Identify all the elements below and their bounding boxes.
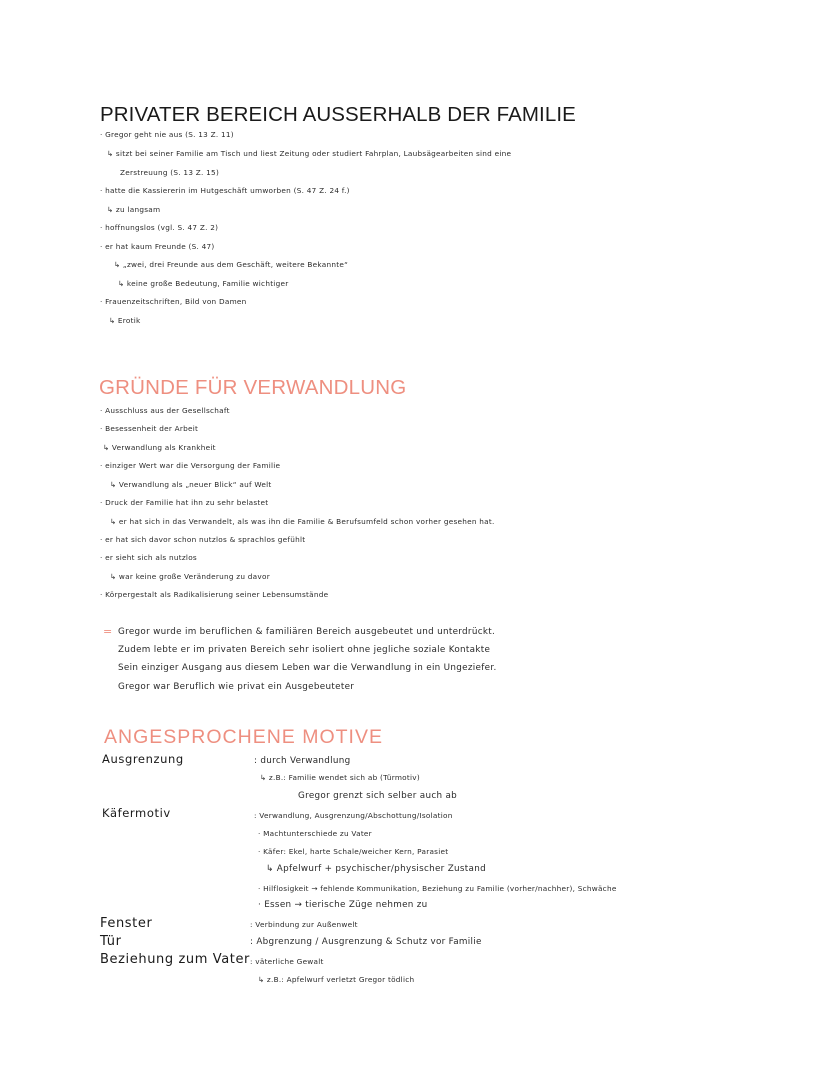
section-title-motive: ANGESPROCHENE MOTIVE	[104, 726, 383, 748]
section-title-gruende: GRÜNDE FÜR VERWANDLUNG	[99, 376, 407, 399]
motif-line: ↳ z.B.: Apfelwurf verletzt Gregor tödlich	[258, 975, 415, 984]
note-line: · Frauenzeitschriften, Bild von Damen	[100, 297, 247, 306]
motif-line: : väterliche Gewalt	[250, 957, 324, 966]
note-line: ↳ zu langsam	[107, 205, 161, 214]
note-line: Zerstreuung (S. 13 Z. 15)	[120, 168, 220, 177]
motif-line: · Essen → tierische Züge nehmen zu	[258, 900, 428, 910]
motif-label-vater: Beziehung zum Vater	[100, 952, 251, 967]
note-line: · er hat sich davor schon nutzlos & sprachlos gefühlt	[100, 535, 306, 544]
motif-line: · Hilflosigkeit → fehlende Kommunikation, Beziehung zu Familie (vorher/nachher), Schwäche	[258, 884, 617, 893]
motif-line: ↳ z.B.: Familie wendet sich ab (Türmotiv)	[260, 773, 420, 782]
note-line: · er sieht sich als nutzlos	[100, 553, 197, 562]
motif-line: · Machtunterschiede zu Vater	[258, 829, 372, 838]
note-line: · Besessenheit der Arbeit	[100, 424, 199, 433]
note-line: · Körpergestalt als Radikalisierung seiner Lebensumstände	[100, 590, 329, 599]
motif-line: : Abgrenzung / Ausgrenzung & Schutz vor Familie	[250, 937, 482, 947]
note-line: · einziger Wert war die Versorgung der Familie	[100, 461, 281, 470]
note-line: ↳ Verwandlung als Krankheit	[103, 443, 216, 452]
motif-label-kaefer: Käfermotiv	[102, 806, 171, 820]
motif-line: ↳ Apfelwurf + psychischer/physischer Zustand	[266, 864, 486, 874]
motif-label-fenster: Fenster	[100, 916, 153, 931]
note-line: · hatte die Kassiererin im Hutgeschäft umworben (S. 47 Z. 24 f.)	[100, 186, 350, 195]
note-line: ↳ sitzt bei seiner Familie am Tisch und liest Zeitung oder studiert Fahrplan, Laubsägearbeiten sind eine	[107, 149, 512, 158]
note-line: ↳ er hat sich in das Verwandelt, als was ihn die Familie & Berufsumfeld schon vorher gesehen hat.	[110, 517, 495, 526]
note-line: ↳ keine große Bedeutung, Familie wichtiger	[118, 279, 289, 288]
motif-line: : durch Verwandlung	[254, 756, 351, 766]
summary-line: Sein einziger Ausgang aus diesem Leben war die Verwandlung in ein Ungeziefer.	[118, 663, 497, 673]
summary-line: Gregor war Beruflich wie privat ein Ausgebeuteter	[118, 682, 355, 692]
note-line: · Ausschluss aus der Gesellschaft	[100, 406, 230, 415]
note-line: ↳ war keine große Veränderung zu davor	[110, 572, 270, 581]
motif-line: : Verbindung zur Außenwelt	[250, 920, 358, 929]
motif-line: Gregor grenzt sich selber auch ab	[298, 791, 458, 801]
note-line: · Druck der Familie hat ihn zu sehr belastet	[100, 498, 269, 507]
note-line: ↳ Verwandlung als „neuer Blick“ auf Welt	[110, 480, 272, 489]
section-title-privater-bereich: PRIVATER BEREICH AUSSERHALB DER FAMILIE	[100, 103, 576, 126]
motif-label-tuer: Tür	[100, 934, 122, 949]
summary-equals-mark: =	[103, 625, 113, 638]
note-line: · Gregor geht nie aus (S. 13 Z. 11)	[100, 130, 234, 139]
motif-line: : Verwandlung, Ausgrenzung/Abschottung/Isolation	[254, 811, 453, 820]
note-line: · hoffnungslos (vgl. S. 47 Z. 2)	[100, 223, 219, 232]
note-line: ↳ Erotik	[109, 316, 141, 325]
note-line: · er hat kaum Freunde (S. 47)	[100, 242, 215, 251]
summary-line: Zudem lebte er im privaten Bereich sehr isoliert ohne jegliche soziale Kontakte	[118, 645, 491, 655]
motif-line: · Käfer: Ekel, harte Schale/weicher Kern, Parasiet	[258, 847, 449, 856]
motif-label-ausgrenzung: Ausgrenzung	[102, 752, 184, 766]
note-line: ↳ „zwei, drei Freunde aus dem Geschäft, weitere Bekannte“	[114, 260, 349, 269]
summary-line: Gregor wurde im beruflichen & familiären Bereich ausgebeutet und unterdrückt.	[118, 627, 496, 637]
